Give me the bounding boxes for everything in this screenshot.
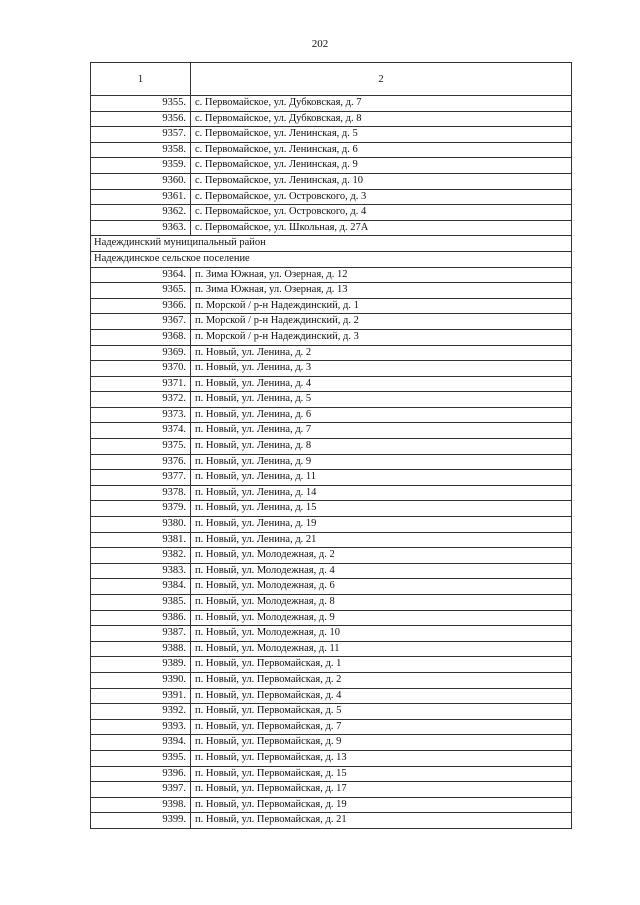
row-address: п. Новый, ул. Первомайская, д. 7 bbox=[191, 719, 572, 735]
table-row bbox=[91, 672, 572, 688]
row-address: с. Первомайское, ул. Ленинская, д. 9 bbox=[191, 158, 572, 174]
row-address: с. Первомайское, ул. Дубковская, д. 8 bbox=[191, 111, 572, 127]
section-heading-row bbox=[91, 251, 572, 267]
table-row bbox=[91, 345, 572, 361]
table-row bbox=[91, 439, 572, 455]
row-address: п. Новый, ул. Ленина, д. 11 bbox=[191, 470, 572, 486]
table-row bbox=[91, 127, 572, 143]
row-number: 9376. bbox=[91, 454, 191, 470]
row-address: п. Новый, ул. Молодежная, д. 10 bbox=[191, 626, 572, 642]
row-address: п. Новый, ул. Ленина, д. 21 bbox=[191, 532, 572, 548]
table-row bbox=[91, 797, 572, 813]
row-address: п. Новый, ул. Первомайская, д. 1 bbox=[191, 657, 572, 673]
row-address: п. Новый, ул. Молодежная, д. 2 bbox=[191, 548, 572, 564]
row-number: 9360. bbox=[91, 173, 191, 189]
row-number: 9379. bbox=[91, 501, 191, 517]
row-number: 9398. bbox=[91, 797, 191, 813]
table-row bbox=[91, 782, 572, 798]
table-row bbox=[91, 517, 572, 533]
row-address: п. Новый, ул. Первомайская, д. 4 bbox=[191, 688, 572, 704]
row-address: п. Новый, ул. Ленина, д. 7 bbox=[191, 423, 572, 439]
row-number: 9375. bbox=[91, 439, 191, 455]
table-row bbox=[91, 361, 572, 377]
table-row bbox=[91, 329, 572, 345]
row-number: 9359. bbox=[91, 158, 191, 174]
row-number: 9392. bbox=[91, 704, 191, 720]
table-row bbox=[91, 532, 572, 548]
row-number: 9356. bbox=[91, 111, 191, 127]
table-row bbox=[91, 470, 572, 486]
section-heading: Надеждинское сельское поселение bbox=[91, 251, 572, 267]
row-number: 9393. bbox=[91, 719, 191, 735]
table-row bbox=[91, 173, 572, 189]
table-row bbox=[91, 735, 572, 751]
table-row bbox=[91, 626, 572, 642]
row-number: 9378. bbox=[91, 485, 191, 501]
row-number: 9391. bbox=[91, 688, 191, 704]
row-number: 9388. bbox=[91, 641, 191, 657]
row-number: 9373. bbox=[91, 407, 191, 423]
row-number: 9369. bbox=[91, 345, 191, 361]
row-address: п. Морской / р-н Надеждинский, д. 3 bbox=[191, 329, 572, 345]
table-row bbox=[91, 189, 572, 205]
row-number: 9372. bbox=[91, 392, 191, 408]
row-number: 9366. bbox=[91, 298, 191, 314]
row-address: п. Новый, ул. Первомайская, д. 9 bbox=[191, 735, 572, 751]
row-address: п. Новый, ул. Ленина, д. 8 bbox=[191, 439, 572, 455]
row-address: п. Новый, ул. Первомайская, д. 15 bbox=[191, 766, 572, 782]
table-row bbox=[91, 563, 572, 579]
row-number: 9368. bbox=[91, 329, 191, 345]
table-row bbox=[91, 392, 572, 408]
row-number: 9364. bbox=[91, 267, 191, 283]
row-address: п. Новый, ул. Ленина, д. 6 bbox=[191, 407, 572, 423]
table-row bbox=[91, 267, 572, 283]
row-number: 9380. bbox=[91, 517, 191, 533]
table-row bbox=[91, 579, 572, 595]
table-body bbox=[91, 96, 572, 829]
row-number: 9396. bbox=[91, 766, 191, 782]
row-number: 9358. bbox=[91, 142, 191, 158]
column-header-2: 2 bbox=[191, 63, 572, 96]
row-address: п. Новый, ул. Ленина, д. 15 bbox=[191, 501, 572, 517]
table-row bbox=[91, 314, 572, 330]
table-row bbox=[91, 298, 572, 314]
table-row bbox=[91, 813, 572, 829]
table-row bbox=[91, 750, 572, 766]
row-address: п. Новый, ул. Первомайская, д. 5 bbox=[191, 704, 572, 720]
row-number: 9394. bbox=[91, 735, 191, 751]
row-number: 9363. bbox=[91, 220, 191, 236]
table-row bbox=[91, 423, 572, 439]
row-number: 9367. bbox=[91, 314, 191, 330]
table-row bbox=[91, 688, 572, 704]
table-row bbox=[91, 376, 572, 392]
row-address: п. Новый, ул. Ленина, д. 5 bbox=[191, 392, 572, 408]
row-address: с. Первомайское, ул. Ленинская, д. 5 bbox=[191, 127, 572, 143]
row-number: 9383. bbox=[91, 563, 191, 579]
row-number: 9386. bbox=[91, 610, 191, 626]
row-number: 9384. bbox=[91, 579, 191, 595]
row-number: 9361. bbox=[91, 189, 191, 205]
row-address: с. Первомайское, ул. Дубковская, д. 7 bbox=[191, 96, 572, 112]
row-address: п. Новый, ул. Молодежная, д. 8 bbox=[191, 595, 572, 611]
table-row bbox=[91, 719, 572, 735]
row-address: с. Первомайское, ул. Ленинская, д. 6 bbox=[191, 142, 572, 158]
table-row bbox=[91, 454, 572, 470]
row-address: п. Новый, ул. Ленина, д. 3 bbox=[191, 361, 572, 377]
row-address: п. Новый, ул. Ленина, д. 4 bbox=[191, 376, 572, 392]
table-row bbox=[91, 595, 572, 611]
table-header-row bbox=[91, 63, 572, 96]
row-number: 9355. bbox=[91, 96, 191, 112]
table-row bbox=[91, 766, 572, 782]
row-address: с. Первомайское, ул. Ленинская, д. 10 bbox=[191, 173, 572, 189]
row-number: 9399. bbox=[91, 813, 191, 829]
row-number: 9385. bbox=[91, 595, 191, 611]
table-row bbox=[91, 657, 572, 673]
row-number: 9395. bbox=[91, 750, 191, 766]
row-address: п. Новый, ул. Молодежная, д. 6 bbox=[191, 579, 572, 595]
row-address: п. Новый, ул. Первомайская, д. 21 bbox=[191, 813, 572, 829]
table-row bbox=[91, 548, 572, 564]
table-row bbox=[91, 111, 572, 127]
row-address: п. Зима Южная, ул. Озерная, д. 13 bbox=[191, 283, 572, 299]
row-address: п. Новый, ул. Первомайская, д. 17 bbox=[191, 782, 572, 798]
row-address: с. Первомайское, ул. Островского, д. 4 bbox=[191, 205, 572, 221]
row-address: с. Первомайское, ул. Школьная, д. 27А bbox=[191, 220, 572, 236]
row-number: 9374. bbox=[91, 423, 191, 439]
table-row bbox=[91, 283, 572, 299]
table-row bbox=[91, 485, 572, 501]
table-row bbox=[91, 610, 572, 626]
row-address: п. Новый, ул. Первомайская, д. 2 bbox=[191, 672, 572, 688]
row-address: п. Новый, ул. Ленина, д. 2 bbox=[191, 345, 572, 361]
table-row bbox=[91, 220, 572, 236]
row-number: 9387. bbox=[91, 626, 191, 642]
row-address: п. Зима Южная, ул. Озерная, д. 12 bbox=[191, 267, 572, 283]
table-row bbox=[91, 407, 572, 423]
row-number: 9381. bbox=[91, 532, 191, 548]
row-number: 9370. bbox=[91, 361, 191, 377]
row-address: п. Морской / р-н Надеждинский, д. 2 bbox=[191, 314, 572, 330]
table-row bbox=[91, 501, 572, 517]
row-number: 9365. bbox=[91, 283, 191, 299]
row-number: 9371. bbox=[91, 376, 191, 392]
section-heading-row bbox=[91, 236, 572, 252]
table-row bbox=[91, 704, 572, 720]
table-row bbox=[91, 205, 572, 221]
row-number: 9389. bbox=[91, 657, 191, 673]
row-address: п. Новый, ул. Ленина, д. 9 bbox=[191, 454, 572, 470]
row-address: с. Первомайское, ул. Островского, д. 3 bbox=[191, 189, 572, 205]
address-registry-table bbox=[90, 62, 572, 829]
row-number: 9390. bbox=[91, 672, 191, 688]
row-number: 9357. bbox=[91, 127, 191, 143]
row-address: п. Новый, ул. Молодежная, д. 9 bbox=[191, 610, 572, 626]
row-address: п. Новый, ул. Ленина, д. 14 bbox=[191, 485, 572, 501]
table-row bbox=[91, 641, 572, 657]
column-header-1: 1 bbox=[91, 63, 191, 96]
section-heading: Надеждинский муниципальный район bbox=[91, 236, 572, 252]
row-number: 9377. bbox=[91, 470, 191, 486]
row-address: п. Новый, ул. Молодежная, д. 11 bbox=[191, 641, 572, 657]
row-number: 9362. bbox=[91, 205, 191, 221]
page-number: 202 bbox=[311, 38, 329, 50]
table-row bbox=[91, 142, 572, 158]
row-address: п. Морской / р-н Надеждинский, д. 1 bbox=[191, 298, 572, 314]
table-row bbox=[91, 158, 572, 174]
row-number: 9382. bbox=[91, 548, 191, 564]
row-address: п. Новый, ул. Ленина, д. 19 bbox=[191, 517, 572, 533]
row-number: 9397. bbox=[91, 782, 191, 798]
row-address: п. Новый, ул. Первомайская, д. 19 bbox=[191, 797, 572, 813]
row-address: п. Новый, ул. Первомайская, д. 13 bbox=[191, 750, 572, 766]
table-row bbox=[91, 96, 572, 112]
row-address: п. Новый, ул. Молодежная, д. 4 bbox=[191, 563, 572, 579]
